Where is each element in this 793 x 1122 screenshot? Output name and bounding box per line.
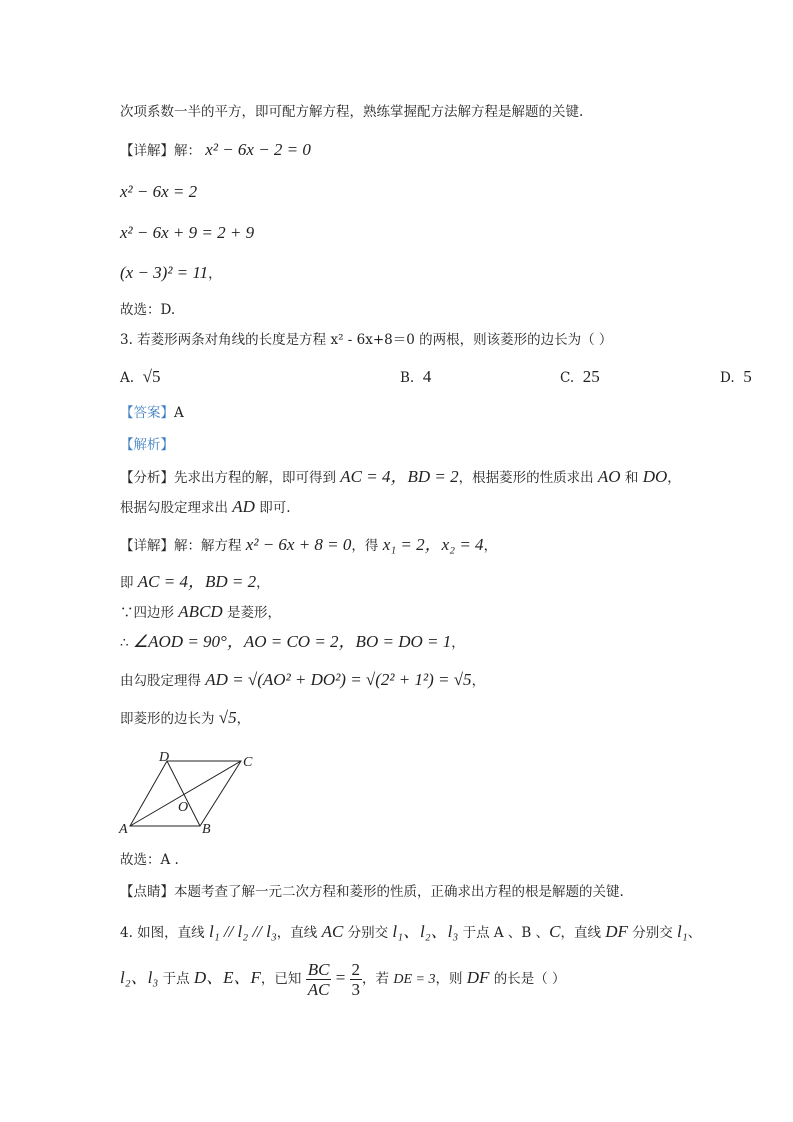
math-expression: AC = 4，BD = 2 bbox=[137, 572, 257, 591]
text-segment: 于点 bbox=[158, 971, 194, 987]
text-segment: ， bbox=[667, 470, 681, 486]
math-expression: ABCD bbox=[178, 602, 223, 621]
text-segment: 于点 A 、B 、 bbox=[458, 925, 550, 941]
option-a bbox=[120, 367, 160, 388]
text-line bbox=[120, 102, 583, 122]
text-line bbox=[120, 182, 197, 203]
text-segment: 由勾股定理得 bbox=[120, 673, 206, 689]
option-value: 4 bbox=[422, 367, 432, 386]
text-segment: A bbox=[174, 405, 184, 421]
text-line bbox=[120, 467, 681, 488]
option-c bbox=[560, 367, 600, 388]
text-segment: 【解析】 bbox=[120, 437, 174, 453]
text-segment: ，得 bbox=[351, 538, 383, 554]
text-segment: 故选：A . bbox=[120, 852, 179, 868]
label-a: A bbox=[119, 822, 128, 837]
text-line bbox=[120, 632, 465, 653]
label-o: O bbox=[178, 800, 189, 815]
option-value: √5 bbox=[142, 367, 161, 386]
text-line bbox=[120, 330, 612, 350]
text-segment: 分别交 bbox=[627, 925, 678, 941]
label-c: C bbox=[243, 755, 253, 770]
option-d bbox=[720, 367, 752, 388]
label-d: D bbox=[159, 750, 170, 765]
text-line bbox=[120, 670, 485, 691]
text-segment: ，直线 bbox=[276, 925, 322, 941]
math-expression: D、E、F bbox=[193, 968, 261, 987]
option-label: A. bbox=[120, 370, 135, 386]
text-segment: 【分析】先求出方程的解，即可得到 bbox=[120, 470, 341, 486]
math-expression: l₂、l₃ bbox=[120, 968, 159, 987]
text-line bbox=[120, 602, 281, 623]
text-segment: 根据勾股定理求出 bbox=[120, 500, 233, 516]
text-segment: ， bbox=[208, 266, 222, 282]
denominator: AC bbox=[307, 980, 330, 999]
rhombus-figure bbox=[115, 748, 265, 838]
text-segment: ， bbox=[451, 635, 465, 651]
text-line bbox=[120, 708, 250, 729]
text-segment: 3. 若菱形两条对角线的长度是方程 x² - 6x+8＝0 的两根，则该菱形的边长为（ ） bbox=[120, 332, 613, 348]
math-expression: ∠AOD = 90°，AO = CO = 2，BO = DO = 1 bbox=[132, 632, 452, 651]
math-expression: C bbox=[549, 922, 561, 941]
text-segment: 故选：D. bbox=[120, 302, 176, 318]
text-line bbox=[120, 497, 291, 518]
text-segment: ∵四边形 bbox=[120, 605, 179, 621]
text-segment: 即 bbox=[120, 575, 138, 591]
text-segment: 即菱形的边长为 bbox=[120, 711, 219, 727]
option-label: B. bbox=[400, 370, 415, 386]
text-segment: ，若 bbox=[362, 971, 394, 987]
option-value: 25 bbox=[582, 367, 600, 386]
text-segment: ，根据菱形的性质求出 bbox=[458, 470, 598, 486]
math-expression: AO bbox=[597, 467, 621, 486]
math-expression: √5 bbox=[218, 708, 237, 727]
math-expression: l₁、l₂、l₃ bbox=[392, 922, 459, 941]
text-line bbox=[120, 535, 497, 556]
text-line bbox=[120, 223, 254, 244]
text-line bbox=[120, 922, 701, 943]
math-expression: x² − 6x + 8 = 0 bbox=[245, 535, 352, 554]
text-segment: ， bbox=[256, 575, 270, 591]
math-expression: DE = 3 bbox=[393, 972, 436, 987]
math-expression: DF bbox=[605, 922, 628, 941]
text-segment: 的长是（ ） bbox=[489, 971, 566, 987]
text-line bbox=[120, 263, 222, 284]
text-line bbox=[120, 403, 184, 423]
math-expression: AD bbox=[232, 497, 255, 516]
text-line bbox=[120, 572, 270, 593]
text-segment: ， bbox=[483, 538, 498, 554]
text-segment: 是菱形， bbox=[222, 605, 281, 621]
fraction-bc-ac bbox=[306, 960, 332, 999]
math-expression: x² − 6x − 2 = 0 bbox=[205, 140, 311, 159]
text-segment: 【答案】 bbox=[120, 405, 174, 421]
diagonal-bd bbox=[167, 761, 200, 826]
text-line bbox=[120, 140, 311, 161]
diagonal-ac bbox=[130, 761, 241, 826]
option-label: D. bbox=[720, 370, 735, 386]
text-segment: 4. 如图，直线 bbox=[120, 925, 209, 941]
label-b: B bbox=[202, 822, 211, 837]
text-segment: ∴ bbox=[120, 635, 133, 651]
math-expression: x² − 6x = 2 bbox=[120, 182, 198, 201]
text-segment: ，已知 bbox=[260, 971, 306, 987]
math-expression: x₁ = 2，x₂ = 4 bbox=[382, 535, 484, 554]
text-line bbox=[120, 960, 566, 999]
text-segment: 即可. bbox=[254, 500, 291, 516]
math-expression: l₁ // l₂ // l₃ bbox=[208, 922, 277, 941]
text-line bbox=[120, 882, 624, 902]
text-segment: ，直线 bbox=[560, 925, 606, 941]
text-segment: 【详解】解：解方程 bbox=[120, 538, 246, 554]
text-line bbox=[120, 300, 175, 320]
math-expression: AD = √(AO² + DO²) = √(2² + 1²) = √5 bbox=[205, 670, 472, 689]
fraction-2-3 bbox=[350, 960, 363, 999]
text-segment: ，则 bbox=[435, 971, 467, 987]
math-expression: (x − 3)² = 11 bbox=[120, 263, 209, 282]
equals: = bbox=[331, 968, 350, 987]
math-expression: l₁ bbox=[677, 922, 688, 941]
math-expression: DO bbox=[642, 467, 668, 486]
text-segment: ， bbox=[236, 711, 251, 727]
option-b bbox=[400, 367, 431, 388]
math-expression: DF bbox=[466, 968, 490, 987]
math-expression: AC = 4，BD = 2 bbox=[340, 467, 459, 486]
numerator: 2 bbox=[351, 960, 361, 979]
text-line bbox=[120, 850, 179, 870]
text-segment: 次项系数一半的平方，即可配方解方程，熟练掌握配方法解方程是解题的关键. bbox=[120, 104, 584, 120]
text-segment: 、 bbox=[687, 925, 702, 941]
math-expression: x² − 6x + 9 = 2 + 9 bbox=[120, 223, 255, 242]
math-expression: AC bbox=[321, 922, 344, 941]
text-segment: ， bbox=[471, 673, 486, 689]
option-value: 5 bbox=[743, 367, 752, 386]
numerator: BC bbox=[307, 960, 330, 979]
denominator: 3 bbox=[351, 980, 361, 999]
text-segment: 【点睛】本题考查了解一元二次方程和菱形的性质，正确求出方程的根是解题的关键. bbox=[120, 884, 624, 900]
text-segment: 分别交 bbox=[343, 925, 393, 941]
text-line bbox=[120, 435, 174, 455]
text-segment: 【详解】解： bbox=[120, 143, 206, 159]
text-segment: 和 bbox=[620, 470, 643, 486]
option-label: C. bbox=[560, 370, 575, 386]
